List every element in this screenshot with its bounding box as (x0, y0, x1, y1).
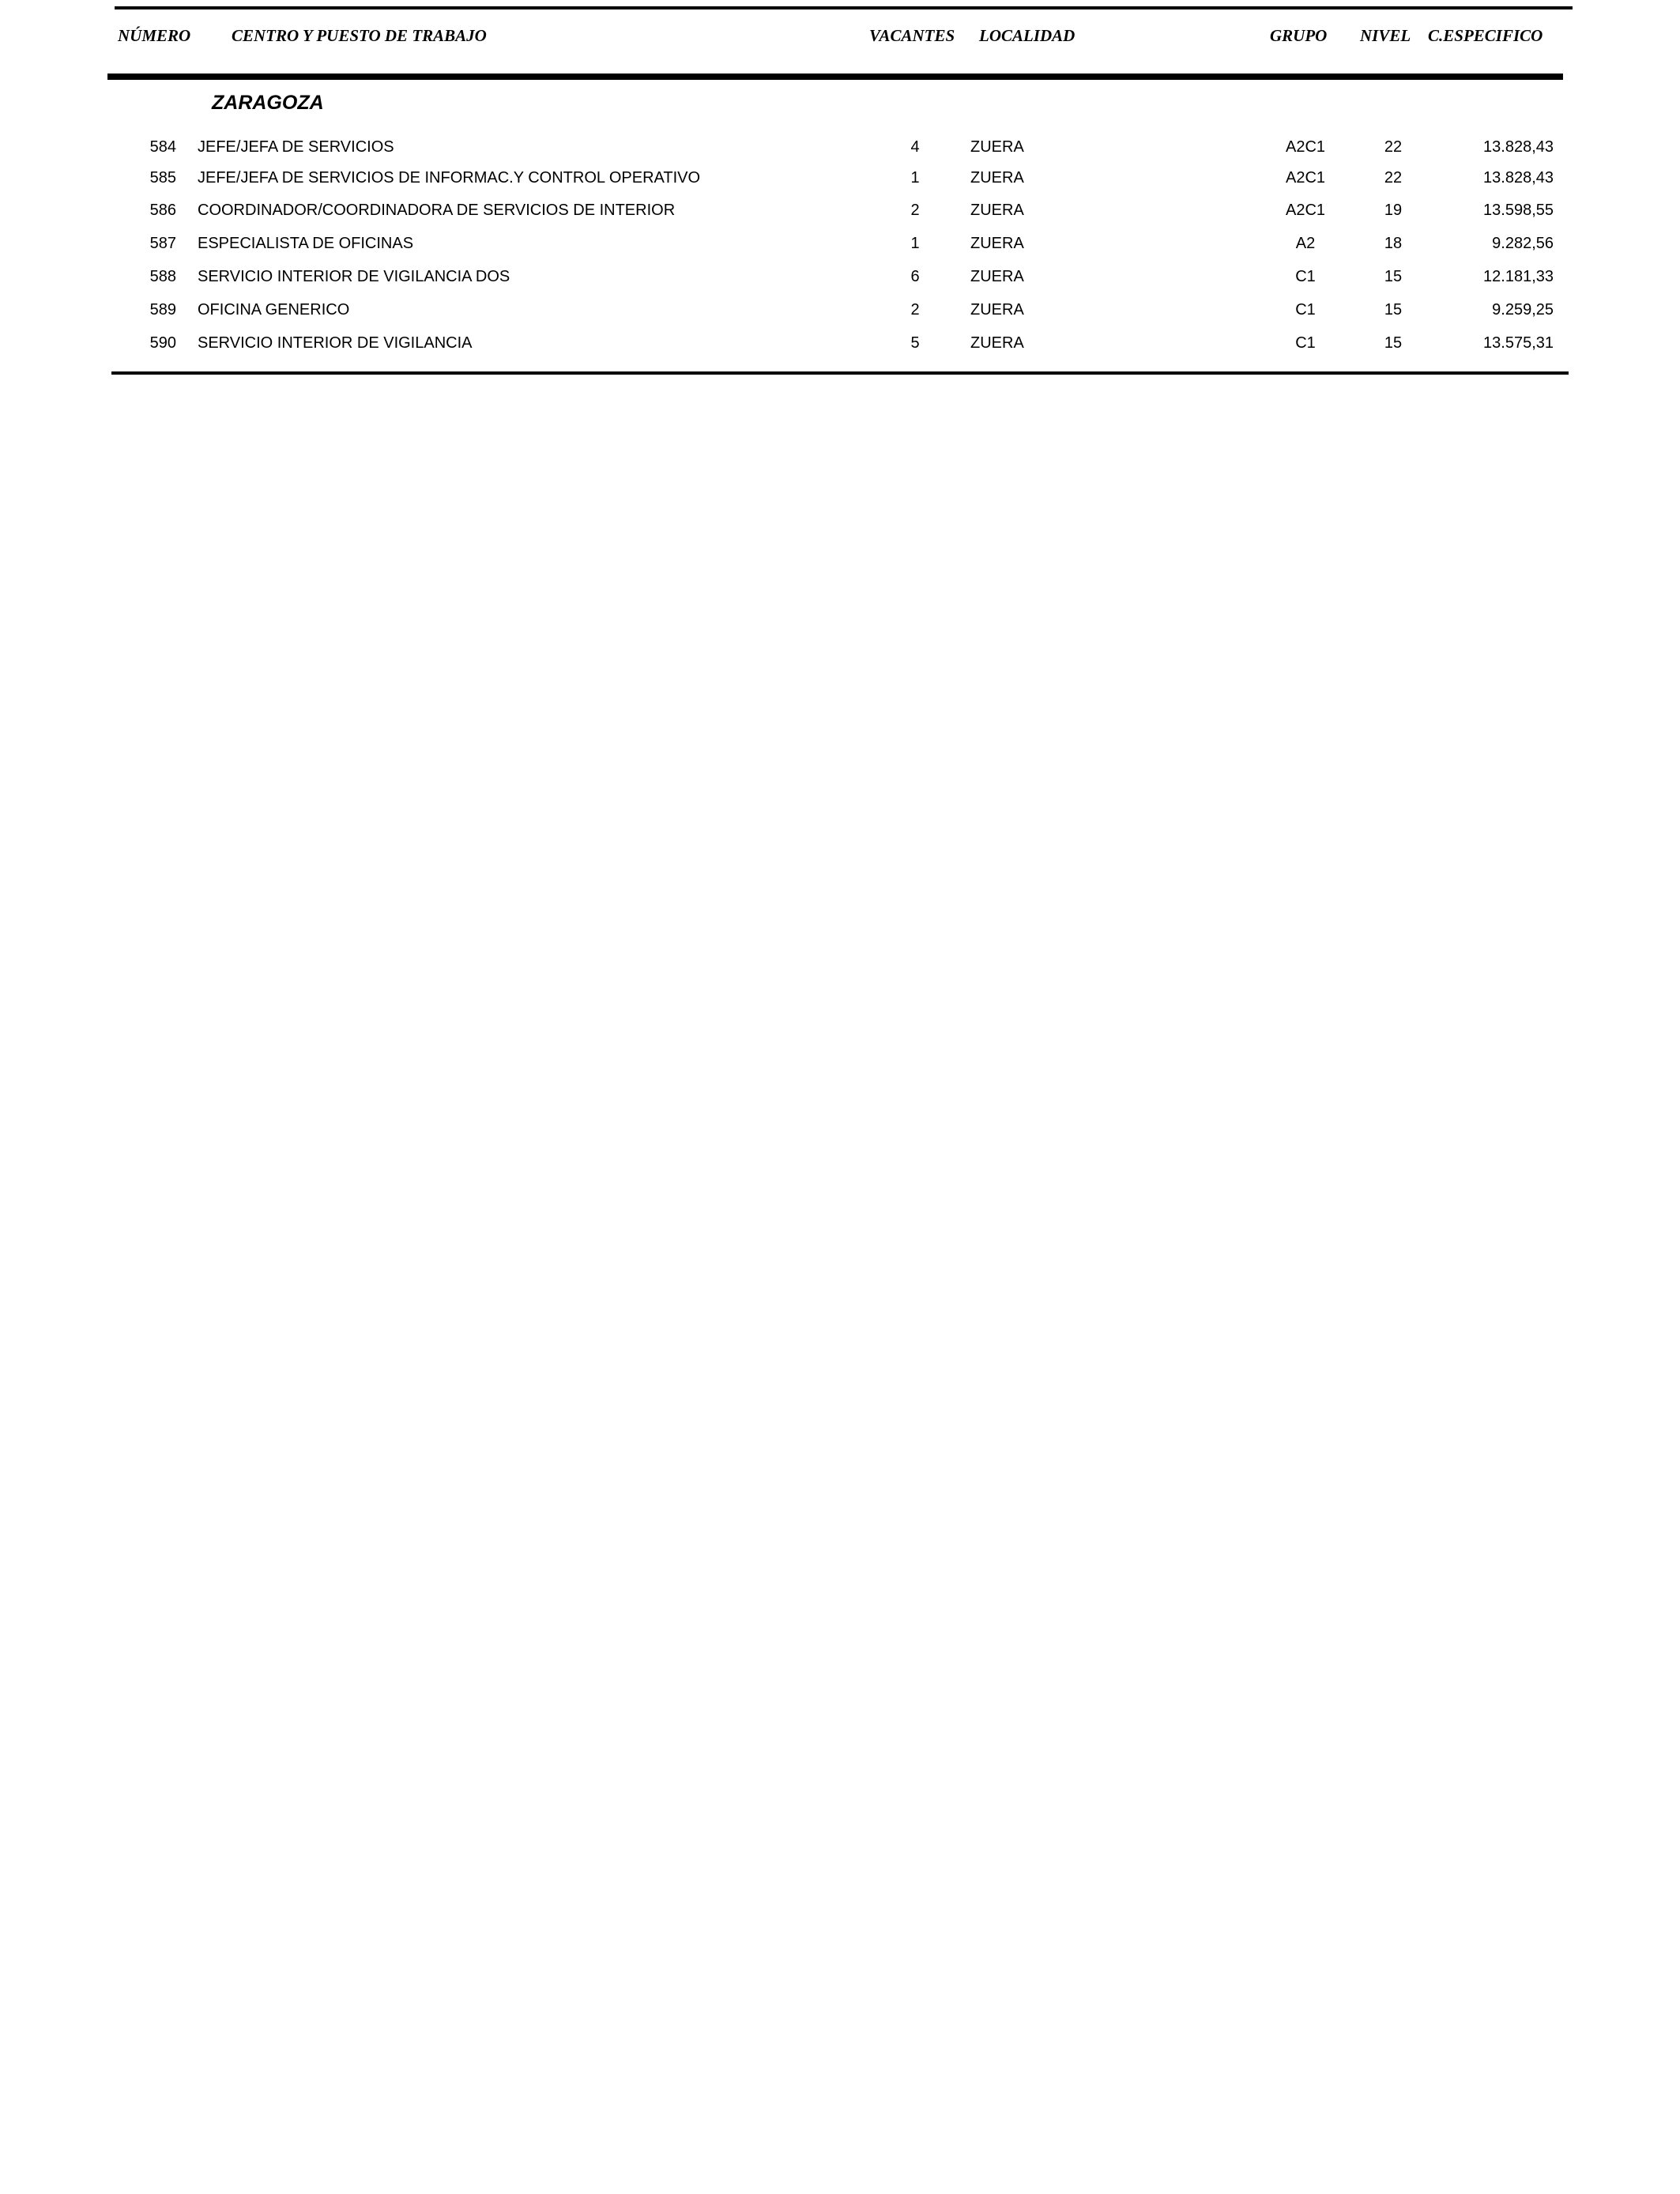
row-numero: 590 (149, 334, 176, 352)
row-grupo: C1 (1295, 301, 1316, 319)
row-numero: 585 (149, 169, 176, 187)
table-row (0, 232, 1680, 255)
row-nivel: 19 (1384, 202, 1403, 219)
row-grupo: A2C1 (1285, 202, 1326, 219)
table-row (0, 331, 1680, 355)
row-puesto: SERVICIO INTERIOR DE VIGILANCIA DOS (198, 268, 510, 285)
row-c-especifico: 9.282,56 (1492, 235, 1554, 252)
row-c-especifico: 9.259,25 (1492, 301, 1554, 319)
row-grupo: C1 (1295, 334, 1316, 352)
row-puesto: COORDINADOR/COORDINADORA DE SERVICIOS DE INTERIOR (198, 202, 676, 219)
table-row (0, 135, 1680, 159)
row-puesto: JEFE/JEFA DE SERVICIOS DE INFORMAC.Y CONTROL OPERATIVO (198, 169, 701, 187)
row-vacantes: 2 (910, 202, 920, 219)
row-localidad: ZUERA (970, 301, 1024, 319)
row-c-especifico: 13.575,31 (1483, 334, 1554, 352)
row-grupo: C1 (1295, 268, 1316, 285)
section-title: ZARAGOZA (212, 92, 324, 114)
row-localidad: ZUERA (970, 268, 1024, 285)
table-row (0, 298, 1680, 322)
header-nivel: NIVEL (1360, 26, 1411, 45)
table-row (0, 198, 1680, 222)
row-vacantes: 1 (910, 235, 920, 252)
row-nivel: 22 (1384, 169, 1403, 187)
row-nivel: 18 (1384, 235, 1403, 252)
row-localidad: ZUERA (970, 334, 1024, 352)
row-vacantes: 1 (910, 169, 920, 187)
row-puesto: SERVICIO INTERIOR DE VIGILANCIA (198, 334, 473, 352)
row-grupo: A2 (1295, 235, 1316, 252)
bottom-rule (111, 371, 1569, 375)
row-vacantes: 2 (910, 301, 920, 319)
top-rule (115, 6, 1573, 9)
row-numero: 588 (149, 268, 176, 285)
header-centro: CENTRO Y PUESTO DE TRABAJO (232, 26, 487, 45)
row-localidad: ZUERA (970, 169, 1024, 187)
header-grupo: GRUPO (1270, 26, 1328, 45)
row-numero: 586 (149, 202, 176, 219)
row-c-especifico: 13.828,43 (1483, 138, 1554, 156)
row-grupo: A2C1 (1285, 138, 1326, 156)
header-localidad: LOCALIDAD (979, 26, 1075, 45)
row-nivel: 15 (1384, 334, 1403, 352)
row-vacantes: 6 (910, 268, 920, 285)
row-numero: 584 (149, 138, 176, 156)
row-localidad: ZUERA (970, 138, 1024, 156)
header-vacantes: VACANTES (869, 26, 955, 45)
header-numero: NÚMERO (118, 26, 191, 45)
row-puesto: OFICINA GENERICO (198, 301, 350, 319)
row-puesto: ESPECIALISTA DE OFICINAS (198, 235, 414, 252)
row-localidad: ZUERA (970, 235, 1024, 252)
row-grupo: A2C1 (1285, 169, 1326, 187)
header-c-especifico: C.ESPECIFICO (1428, 26, 1543, 45)
row-vacantes: 4 (910, 138, 920, 156)
row-numero: 589 (149, 301, 176, 319)
row-nivel: 15 (1384, 301, 1403, 319)
row-c-especifico: 13.828,43 (1483, 169, 1554, 187)
row-nivel: 22 (1384, 138, 1403, 156)
row-nivel: 15 (1384, 268, 1403, 285)
header-rule (107, 74, 1563, 80)
row-vacantes: 5 (910, 334, 920, 352)
table-row (0, 265, 1680, 288)
row-numero: 587 (149, 235, 176, 252)
row-c-especifico: 13.598,55 (1483, 202, 1554, 219)
row-localidad: ZUERA (970, 202, 1024, 219)
table-row (0, 166, 1680, 190)
row-puesto: JEFE/JEFA DE SERVICIOS (198, 138, 394, 156)
row-c-especifico: 12.181,33 (1483, 268, 1554, 285)
